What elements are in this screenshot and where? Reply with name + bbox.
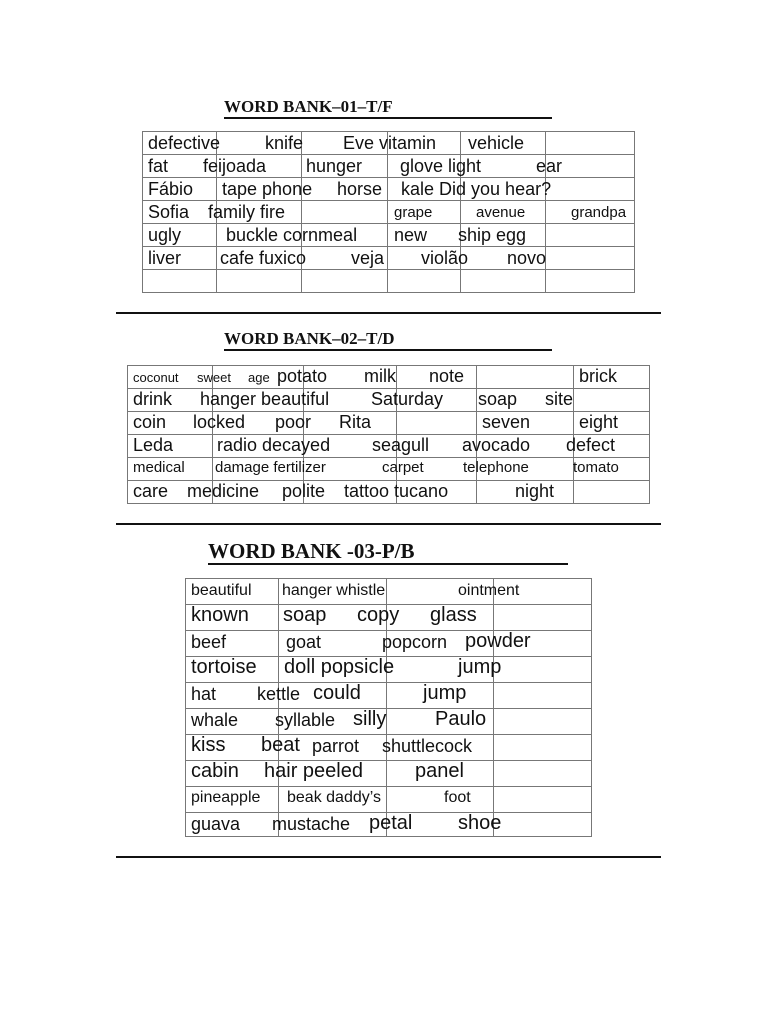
word-cell: seagull <box>372 435 430 455</box>
word-cell: night <box>515 481 555 501</box>
word-cell: hunger <box>306 156 363 176</box>
word-cell: Saturday <box>371 389 444 409</box>
word-cell: kiss <box>191 734 226 756</box>
word-cell: eight <box>579 412 619 432</box>
word-bank-01-table <box>142 131 635 293</box>
word-cell: mustache <box>272 814 351 834</box>
word-cell: tortoise <box>191 656 257 678</box>
word-cell: new <box>394 225 428 245</box>
word-cell: milk <box>364 366 396 386</box>
word-cell: vehicle <box>468 133 525 153</box>
word-cell: Leda <box>133 435 174 455</box>
word-bank-03-table <box>185 578 592 837</box>
section-divider <box>116 523 661 525</box>
word-cell: ship egg <box>458 225 527 245</box>
word-cell: site <box>545 389 574 409</box>
word-cell: known <box>191 604 249 626</box>
word-cell: tape phone <box>222 179 313 199</box>
word-cell: whale <box>191 710 239 730</box>
word-cell: doll popsicle <box>284 656 395 678</box>
word-cell: Eve vitamin <box>343 133 437 153</box>
word-cell: grape <box>394 204 433 221</box>
word-bank-02-title: WORD BANK–02–T/D <box>224 329 552 351</box>
word-cell: soap <box>283 604 327 626</box>
word-cell: knife <box>265 133 304 153</box>
word-cell: soap <box>478 389 518 409</box>
word-cell: Paulo <box>435 708 487 730</box>
word-cell: could <box>313 682 361 704</box>
word-cell: veja <box>351 248 385 268</box>
word-bank-03-title: WORD BANK -03-P/B <box>208 539 568 565</box>
word-cell: cafe fuxico <box>220 248 307 268</box>
word-cell: violão <box>421 248 469 268</box>
word-cell: seven <box>482 412 531 432</box>
word-cell: liver <box>148 248 182 268</box>
section-divider <box>116 856 661 858</box>
word-cell: jump <box>458 656 502 678</box>
word-cell: carpet <box>382 459 424 476</box>
word-cell: glove light <box>400 156 482 176</box>
word-cell: coin <box>133 412 167 432</box>
word-cell: hat <box>191 684 217 704</box>
word-cell: ear <box>536 156 563 176</box>
word-cell: ointment <box>458 582 520 599</box>
word-cell: kettle <box>257 684 301 704</box>
section-divider <box>116 312 661 314</box>
word-cell: grandpa <box>571 204 627 221</box>
word-cell: medical <box>133 459 185 476</box>
word-cell: beef <box>191 632 227 652</box>
word-cell: radio decayed <box>217 435 331 455</box>
word-cell: beak daddy’s <box>287 789 381 806</box>
word-cell: hair peeled <box>264 760 363 782</box>
word-cell: avocado <box>462 435 531 455</box>
word-cell: horse <box>337 179 383 199</box>
word-cell: jump <box>423 682 467 704</box>
word-cell: pineapple <box>191 789 261 806</box>
word-cell: beat <box>261 734 300 756</box>
word-cell: petal <box>369 812 413 834</box>
word-cell: damage fertilizer <box>215 459 326 476</box>
word-cell: fat <box>148 156 169 176</box>
word-cell: Fábio <box>148 179 194 199</box>
word-cell: glass <box>430 604 477 626</box>
word-cell: note <box>429 366 465 386</box>
word-cell: beautiful <box>191 582 252 599</box>
word-cell: popcorn <box>382 632 448 652</box>
word-cell: locked <box>193 412 246 432</box>
word-cell: potato <box>277 366 328 386</box>
word-cell: tattoo tucano <box>344 481 449 501</box>
word-cell: family fire <box>208 202 286 222</box>
word-cell: parrot <box>312 736 360 756</box>
word-cell: medicine <box>187 481 260 501</box>
word-cell: syllable <box>275 710 336 730</box>
word-cell: shoe <box>458 812 502 834</box>
word-cell: sweet <box>197 370 231 385</box>
word-cell: hanger beautiful <box>200 389 330 409</box>
word-cell: tomato <box>573 459 619 476</box>
word-cell: guava <box>191 814 241 834</box>
word-cell: silly <box>353 708 387 730</box>
word-cell: care <box>133 481 169 501</box>
word-cell: shuttlecock <box>382 736 473 756</box>
word-cell: ugly <box>148 225 182 245</box>
word-cell: telephone <box>463 459 529 476</box>
word-cell: poor <box>275 412 312 432</box>
word-cell: drink <box>133 389 173 409</box>
word-bank-01-title: WORD BANK–01–T/F <box>224 97 552 119</box>
word-cell: defect <box>566 435 616 455</box>
word-cell: novo <box>507 248 547 268</box>
word-cell: feijoada <box>203 156 267 176</box>
word-cell: copy <box>357 604 400 626</box>
word-cell: goat <box>286 632 322 652</box>
word-bank-02-table <box>127 365 650 504</box>
word-cell: Sofia <box>148 202 190 222</box>
word-cell: age <box>248 370 270 385</box>
word-cell: panel <box>415 760 464 782</box>
word-cell: hanger whistle <box>282 582 386 599</box>
word-cell: buckle cornmeal <box>226 225 358 245</box>
word-cell: coconut <box>133 370 179 385</box>
word-cell: foot <box>444 789 471 806</box>
word-cell: polite <box>282 481 326 501</box>
word-cell: cabin <box>191 760 239 782</box>
word-cell: powder <box>465 630 531 652</box>
word-cell: avenue <box>476 204 526 221</box>
word-cell: brick <box>579 366 618 386</box>
word-cell: Rita <box>339 412 372 432</box>
word-cell: defective <box>148 133 221 153</box>
word-cell: kale Did you hear? <box>401 179 552 199</box>
